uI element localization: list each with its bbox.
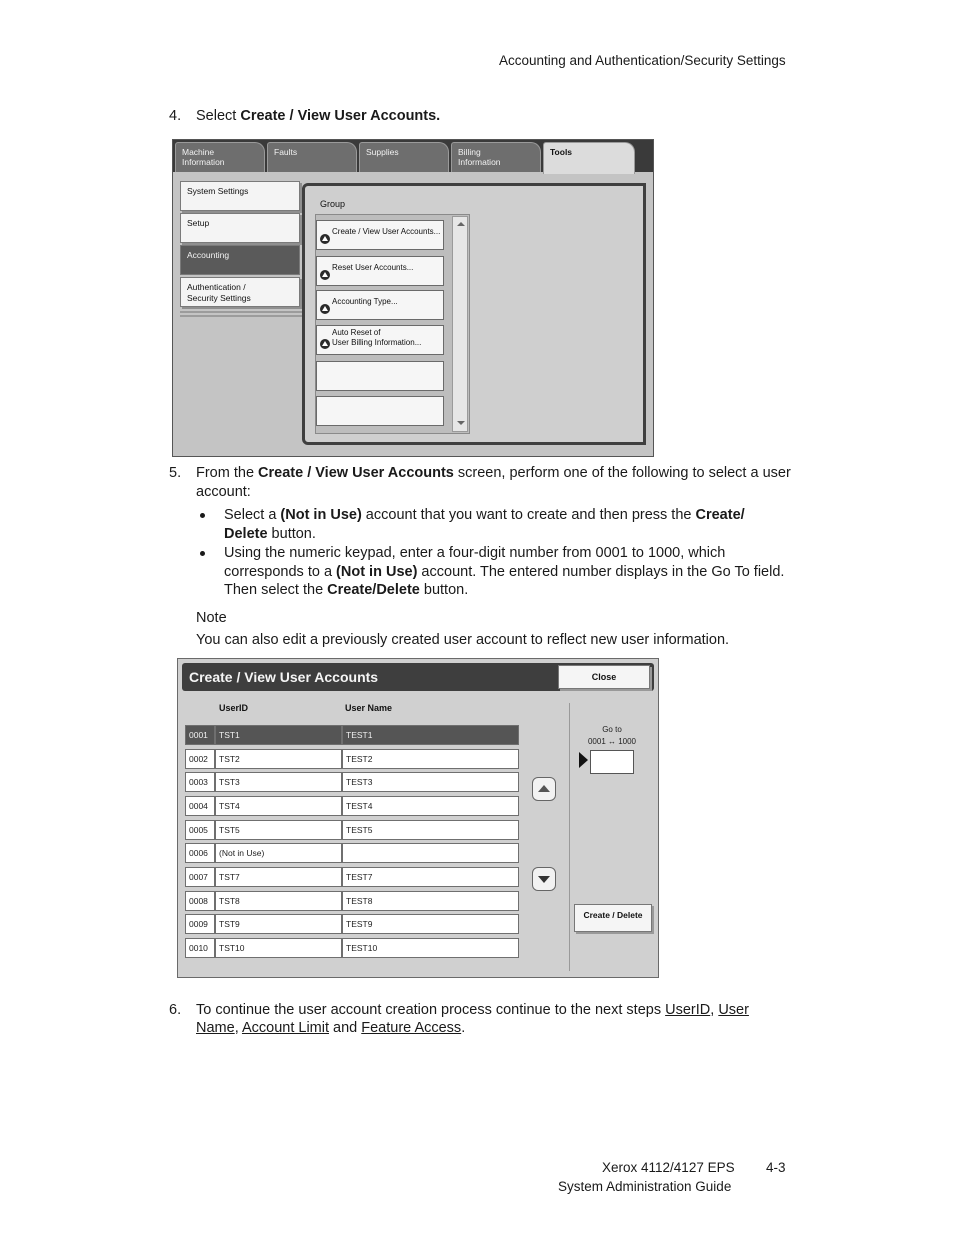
note-text: You can also edit a previously created user account to reflect new user information. xyxy=(196,632,730,648)
bullet-1-line-2 xyxy=(224,525,316,544)
user-name-cell: TEST3 xyxy=(342,772,519,792)
bullet-2-line-1: Using the numeric keypad, enter a four-digit number from 0001 to 1000, which xyxy=(224,545,726,561)
user-id-cell: TST3 xyxy=(215,772,342,792)
tab-label: Tools xyxy=(550,147,573,157)
user-id-cell: TST9 xyxy=(215,914,342,934)
scroll-down-button[interactable] xyxy=(532,867,556,891)
user-name-link[interactable]: User xyxy=(718,1002,749,1018)
bullet-2-line-2 xyxy=(224,563,784,582)
up-arrow-icon xyxy=(538,785,550,792)
create-view-user-accounts-button[interactable] xyxy=(316,220,444,250)
bullet-emphasis: Create/Delete xyxy=(327,582,420,598)
step-6-line-2 xyxy=(196,1019,465,1038)
user-name-cell xyxy=(342,843,519,863)
step-5-line-2: account: xyxy=(196,484,251,500)
bullet-text: Then select the xyxy=(224,582,328,598)
label-line: Auto Reset of xyxy=(332,328,381,337)
step-text: . xyxy=(461,1020,466,1036)
account-limit-link[interactable]: Account Limit xyxy=(241,1020,329,1036)
note-label: Note xyxy=(196,610,227,626)
button-label: Reset User Accounts... xyxy=(332,263,414,272)
tab-faults[interactable] xyxy=(267,142,357,172)
bullet-text: button. xyxy=(419,582,469,598)
user-id-cell: TST10 xyxy=(215,938,342,958)
user-id-cell: TST5 xyxy=(215,820,342,840)
userid-link[interactable]: UserID xyxy=(665,1002,711,1018)
step-text: screen, perform one of the following to select a user xyxy=(453,465,791,481)
user-id-cell: TST7 xyxy=(215,867,342,887)
user-id-cell: TST2 xyxy=(215,749,342,769)
tab-tools[interactable] xyxy=(543,142,635,174)
footer-guide: System Administration Guide xyxy=(558,1179,732,1194)
bullet-emphasis: Create/ xyxy=(695,507,745,523)
button-label: System Settings xyxy=(187,186,249,196)
bullet-text: corresponds to a xyxy=(224,564,337,580)
running-header: Accounting and Authentication/Security Settings xyxy=(499,53,786,68)
account-number: 0008 xyxy=(185,891,215,911)
table-row[interactable] xyxy=(185,938,519,958)
user-id-cell: TST4 xyxy=(215,796,342,816)
button-label: Accounting xyxy=(187,250,230,260)
step-number: 6. xyxy=(169,1002,182,1018)
tab-bar xyxy=(173,140,653,172)
accounting-button[interactable] xyxy=(180,245,300,275)
bullet xyxy=(200,513,205,518)
bullet-2-line-3 xyxy=(224,581,468,600)
table-row[interactable] xyxy=(185,843,519,863)
step-text: and xyxy=(329,1020,362,1036)
bullet xyxy=(200,551,205,556)
table-row[interactable] xyxy=(185,867,519,887)
divider xyxy=(569,703,570,971)
column-header-username: User Name xyxy=(345,703,393,713)
button-label xyxy=(332,328,421,348)
up-arrow-icon xyxy=(320,339,330,349)
user-id-cell: TST8 xyxy=(215,891,342,911)
bullet-emphasis: (Not in Use) xyxy=(280,507,362,523)
user-name-cell: TEST1 xyxy=(342,725,519,745)
footer-product: Xerox 4112/4127 EPS xyxy=(602,1160,735,1175)
tab-label: Supplies xyxy=(366,147,399,157)
down-arrow-icon xyxy=(538,876,550,883)
bullet-emphasis: Delete xyxy=(224,526,268,542)
table-row[interactable] xyxy=(185,725,519,745)
column-header-userid: UserID xyxy=(219,703,249,713)
table-row[interactable] xyxy=(185,796,519,816)
button-label: Setup xyxy=(187,218,210,228)
table-row[interactable] xyxy=(185,749,519,769)
scroll-up-icon[interactable] xyxy=(457,222,465,226)
empty-list-button[interactable] xyxy=(316,396,444,426)
group-label: Group xyxy=(320,199,346,209)
button-label: Create / View User Accounts... xyxy=(332,227,441,236)
bullet-emphasis: (Not in Use) xyxy=(336,564,418,580)
up-arrow-icon xyxy=(320,270,330,280)
divider xyxy=(180,311,302,313)
account-number: 0009 xyxy=(185,914,215,934)
step-4-text xyxy=(196,107,440,126)
account-number: 0006 xyxy=(185,843,215,863)
step-number: 5. xyxy=(169,465,182,481)
user-name-cell: TEST10 xyxy=(342,938,519,958)
bullet-text: button. xyxy=(267,526,316,542)
button-label: Accounting Type... xyxy=(332,297,398,306)
step-number: 4. xyxy=(169,108,182,124)
tab-supplies[interactable] xyxy=(359,142,449,172)
go-to-range: 0001 ↔ 1000 xyxy=(587,737,637,746)
step-emphasis: Create / View User Accounts xyxy=(258,465,454,481)
reset-user-accounts-button[interactable] xyxy=(316,256,444,286)
user-name-cell: TEST7 xyxy=(342,867,519,887)
account-number: 0004 xyxy=(185,796,215,816)
screen-title: Create / View User Accounts xyxy=(189,669,379,685)
user-name-cell: TEST4 xyxy=(342,796,519,816)
up-arrow-icon xyxy=(320,304,330,314)
up-arrow-icon xyxy=(320,234,330,244)
go-to-input[interactable] xyxy=(590,750,634,774)
account-number: 0001 xyxy=(185,725,215,745)
accounting-type-button[interactable] xyxy=(316,290,444,320)
tab-billing-information[interactable] xyxy=(451,142,541,172)
account-number: 0002 xyxy=(185,749,215,769)
step-text: Select xyxy=(196,108,241,124)
tab-label: Information xyxy=(458,157,501,167)
account-number: 0003 xyxy=(185,772,215,792)
footer-page-number: 4-3 xyxy=(766,1160,786,1175)
tab-machine-information[interactable] xyxy=(175,142,265,172)
tab-label: Machine xyxy=(182,147,215,157)
table-row[interactable] xyxy=(185,891,519,911)
scroll-down-icon[interactable] xyxy=(457,421,465,425)
label-line: User Billing Information... xyxy=(332,338,422,347)
close-button[interactable]: Close xyxy=(558,665,650,689)
user-name-cell: TEST2 xyxy=(342,749,519,769)
account-number: 0007 xyxy=(185,867,215,887)
tab-label: Faults xyxy=(274,147,298,157)
bullet-text: Select a xyxy=(224,507,281,523)
divider xyxy=(180,315,302,317)
pointer-arrow-icon xyxy=(579,752,588,768)
table-row[interactable] xyxy=(185,914,519,934)
scrollbar[interactable] xyxy=(452,216,468,432)
step-text: To continue the user account creation process continue to the next steps xyxy=(196,1002,666,1018)
empty-list-button[interactable] xyxy=(316,361,444,391)
button-label: Authentication / xyxy=(187,282,246,292)
user-name-cell: TEST5 xyxy=(342,820,519,840)
go-to-title: Go to xyxy=(602,725,622,734)
scroll-up-button[interactable] xyxy=(532,777,556,801)
user-id-cell: (Not in Use) xyxy=(215,843,342,863)
go-to-label xyxy=(572,724,652,748)
step-emphasis: Create / View User Accounts. xyxy=(240,108,441,124)
create-view-user-accounts-screenshot xyxy=(177,658,659,978)
step-5-line-1 xyxy=(196,464,791,483)
step-6-line-1 xyxy=(196,1001,749,1020)
step-text: , xyxy=(710,1002,719,1018)
step-text: From the xyxy=(196,465,259,481)
table-row[interactable] xyxy=(185,820,519,840)
create-delete-button[interactable]: Create / Delete xyxy=(574,904,652,932)
user-name-link[interactable]: Name xyxy=(196,1020,235,1036)
bullet-text: account. The entered number displays in the Go To field. xyxy=(417,564,785,580)
step-text: , xyxy=(234,1020,242,1036)
bullet-text: account that you want to create and then press the xyxy=(361,507,696,523)
tab-label: Information xyxy=(182,157,225,167)
user-name-cell: TEST9 xyxy=(342,914,519,934)
auto-reset-billing-button[interactable] xyxy=(316,325,444,355)
tools-screen-screenshot xyxy=(172,139,654,457)
authentication-security-settings-button[interactable] xyxy=(180,277,300,307)
tab-label: Billing xyxy=(458,147,481,157)
user-name-cell: TEST8 xyxy=(342,891,519,911)
table-row[interactable] xyxy=(185,772,519,792)
button-label: Security Settings xyxy=(187,293,251,303)
system-settings-button[interactable] xyxy=(180,181,300,211)
user-id-cell: TST1 xyxy=(215,725,342,745)
account-number: 0010 xyxy=(185,938,215,958)
feature-access-link[interactable]: Feature Access xyxy=(361,1020,462,1036)
account-number: 0005 xyxy=(185,820,215,840)
bullet-1-line-1 xyxy=(224,506,745,525)
setup-button[interactable] xyxy=(180,213,300,243)
